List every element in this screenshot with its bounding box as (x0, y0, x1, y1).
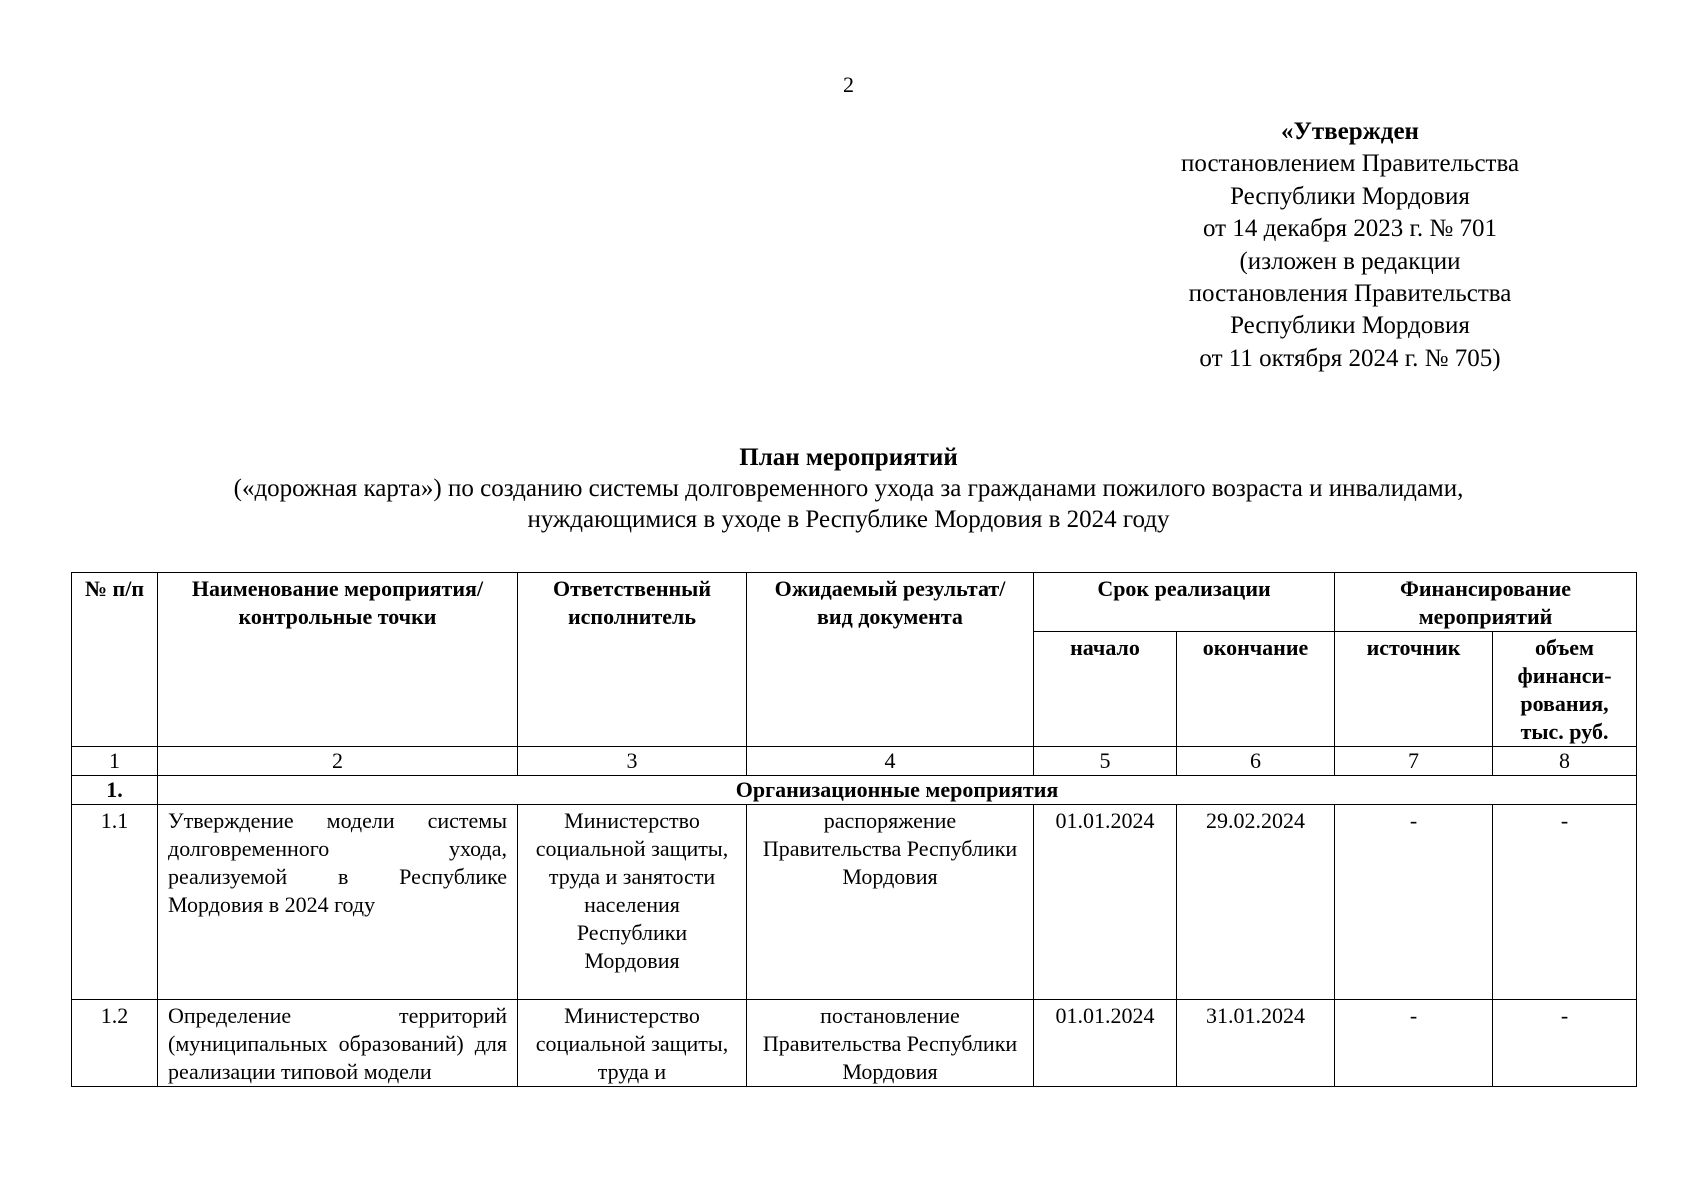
document-title-block (0, 442, 1697, 535)
row-name: Определение территорий (муниципальных образований) для реализации типовой модели (158, 1000, 518, 1087)
header-period: Срок реализации (1034, 573, 1335, 632)
table-row (72, 805, 1637, 1000)
header-source: источник (1335, 632, 1493, 747)
row-volume: - (1493, 805, 1637, 1000)
row-start-date: 01.01.2024 (1034, 805, 1177, 1000)
column-number-row (72, 747, 1637, 776)
header-period-end: окончание (1177, 632, 1335, 747)
column-number: 1 (72, 747, 158, 776)
row-volume: - (1493, 1000, 1637, 1087)
row-source: - (1335, 1000, 1493, 1087)
approval-line: постановлением Правительства (1180, 150, 1520, 178)
table-row (72, 1000, 1637, 1087)
header-result: Ожидаемый результат/вид документа (747, 573, 1034, 747)
section-row (72, 776, 1637, 805)
plan-title: План мероприятий (739, 444, 958, 471)
page-number: 2 (843, 72, 854, 97)
row-number: 1.1 (72, 805, 158, 1000)
column-number: 2 (158, 747, 518, 776)
header-num: № п/п (72, 573, 158, 747)
approval-line: от 14 декабря 2023 г. № 701 (1202, 215, 1498, 243)
approval-line: (изложен в редакции (1239, 247, 1461, 275)
header-volume: объем финанси-рования, тыс. руб. (1493, 632, 1637, 747)
column-number: 6 (1177, 747, 1335, 776)
column-number: 8 (1493, 747, 1637, 776)
roadmap-table (71, 572, 1637, 1087)
section-title: Организационные мероприятия (158, 776, 1637, 805)
row-executor: Министерство социальной защиты, труда и занятости населения Республики Мордовия (518, 805, 747, 1000)
column-number: 5 (1034, 747, 1177, 776)
approval-heading: «Утвержден (1281, 118, 1419, 145)
header-executor: Ответственный исполнитель (518, 573, 747, 747)
column-number: 7 (1335, 747, 1493, 776)
row-start-date: 01.01.2024 (1034, 1000, 1177, 1087)
table-header-row (72, 573, 1637, 632)
plan-subtitle-line: нуждающимися в уходе в Республике Мордовия в 2024 году (527, 506, 1170, 533)
column-number: 3 (518, 747, 747, 776)
header-financing: Финансирование мероприятий (1335, 573, 1637, 632)
approval-line: от 11 октября 2024 г. № 705) (1199, 344, 1501, 372)
plan-subtitle-line: («дорожная карта») по созданию системы долговременного ухода за гражданами пожилого возраста и инвалидами, (233, 475, 1464, 502)
row-end-date: 29.02.2024 (1177, 805, 1335, 1000)
row-name: Утверждение модели системы долговременного ухода, реализуемой в Республике Мордовия в 2024 году (158, 805, 518, 1000)
approval-line: Республики Мордовия (1230, 182, 1470, 210)
section-number: 1. (72, 776, 158, 805)
approval-line: постановления Правительства (1188, 280, 1512, 308)
row-number: 1.2 (72, 1000, 158, 1087)
header-period-start: начало (1034, 632, 1177, 747)
column-number: 4 (747, 747, 1034, 776)
row-end-date: 31.01.2024 (1177, 1000, 1335, 1087)
header-name: Наименование мероприятия/ контрольные точки (158, 573, 518, 747)
row-executor: Министерство социальной защиты, труда и (518, 1000, 747, 1087)
approval-block (1150, 116, 1550, 375)
approval-line: Республики Мордовия (1230, 312, 1470, 340)
row-result: постановление Правительства Республики Мордовия (747, 1000, 1034, 1087)
row-source: - (1335, 805, 1493, 1000)
row-result: распоряжение Правительства Республики Мордовия (747, 805, 1034, 1000)
